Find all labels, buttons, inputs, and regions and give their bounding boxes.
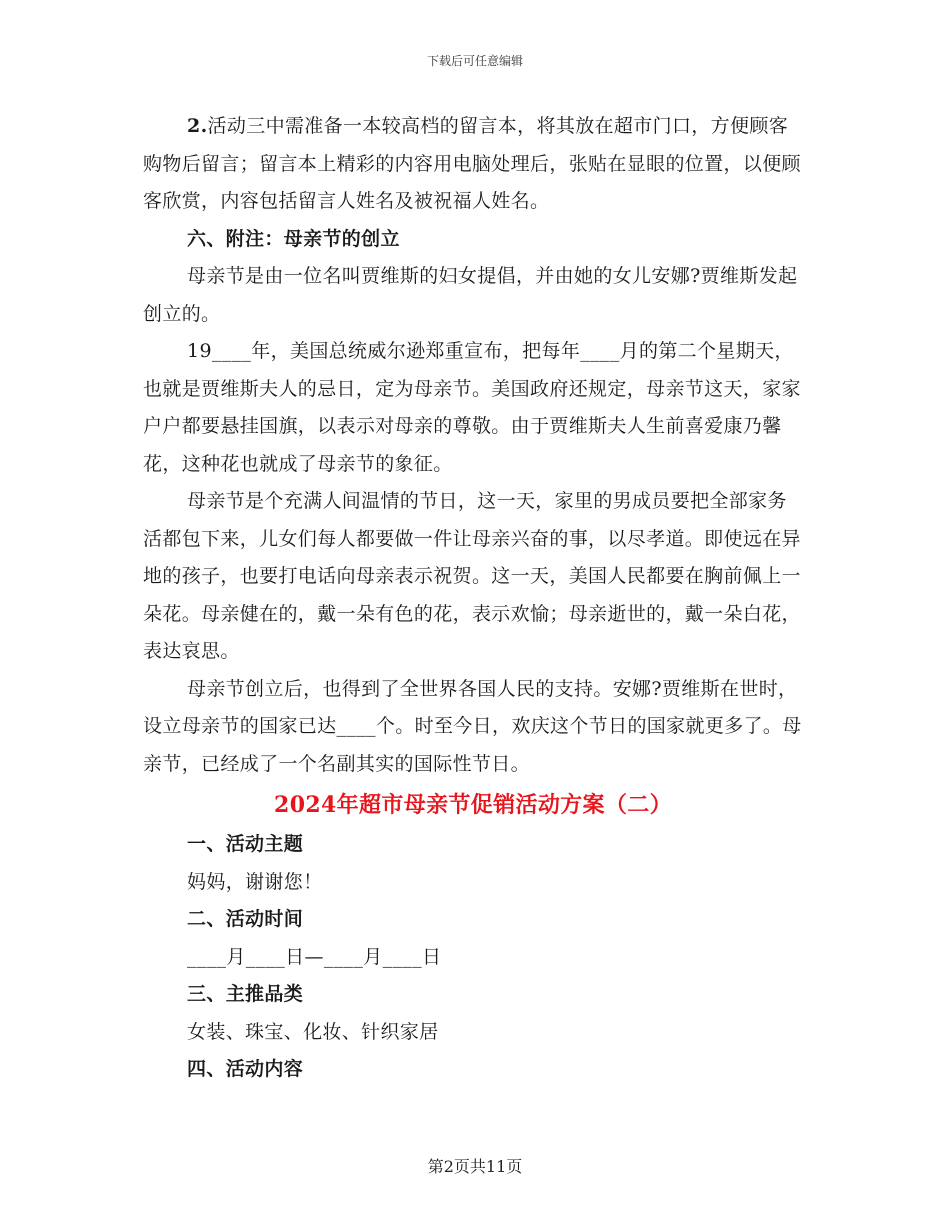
list-number: 2.: [187, 115, 208, 137]
paragraph-customs: 母亲节是个充满人间温情的节日，这一天，家里的男成员要把全部家务活都包下来，儿女们每人都要做一件让母亲兴奋的事，以尽孝道。即使远在异地的孩子，也要打电话向母亲表示祝贺。这一天，美国人民都要在胸前佩上一朵花。母亲健在的，戴一朵有色的花，表示欢愉；母亲逝世的，戴一朵白花，表达哀思。: [143, 490, 801, 662]
section-text-categories: 女装、珠宝、化妆、针织家居: [187, 1020, 439, 1043]
section-heading-appendix: 六、附注：母亲节的创立: [187, 227, 400, 250]
document-body: [143, 108, 803, 1089]
page-header: 下载后可任意编辑: [426, 54, 523, 68]
section-heading-categories: 三、主推品类: [187, 983, 304, 1005]
page-footer: 第2页共11页: [427, 1157, 523, 1176]
section-heading-content: 四、活动内容: [187, 1058, 304, 1080]
paragraph-note-2: [143, 108, 803, 221]
paragraph-history: 19____年，美国总统威尔逊郑重宣布，把每年____月的第二个星期天，也就是贾维斯夫人的忌日，定为母亲节。美国政府还规定，母亲节这天，家家户户都要悬挂国旗，以表示对母亲的尊敬。由于贾维斯夫人生前喜爱康乃馨花，这种花也就成了母亲节的象征。: [143, 340, 801, 475]
paragraph-origin: 母亲节是由一位名叫贾维斯的妇女提倡，并由她的女儿安娜?贾维斯发起创立的。: [143, 265, 798, 325]
paragraph-international: 母亲节创立后，也得到了全世界各国人民的支持。安娜?贾维斯在世时，设立母亲节的国家已达____个。时至今日，欢庆这个节日的国家就更多了。母亲节，已经成了一个名副其实的国际性节日。: [143, 677, 802, 775]
paragraph-text: 活动三中需准备一本较高档的留言本，将其放在超市门口，方便顾客购物后留言；留言本上精彩的内容用电脑处理后，张贴在显眼的位置，以便顾客欣赏，内容包括留言人姓名及被祝福人姓名。: [143, 115, 801, 212]
section-heading-theme: 一、活动主题: [187, 833, 304, 855]
section-heading-time: 二、活动时间: [187, 908, 304, 930]
section-text-theme: 妈妈，谢谢您！: [187, 870, 323, 893]
document-title: 2024年超市母亲节促销活动方案（二）: [274, 792, 672, 818]
section-text-time: ____月____日—____月____日: [187, 945, 442, 968]
